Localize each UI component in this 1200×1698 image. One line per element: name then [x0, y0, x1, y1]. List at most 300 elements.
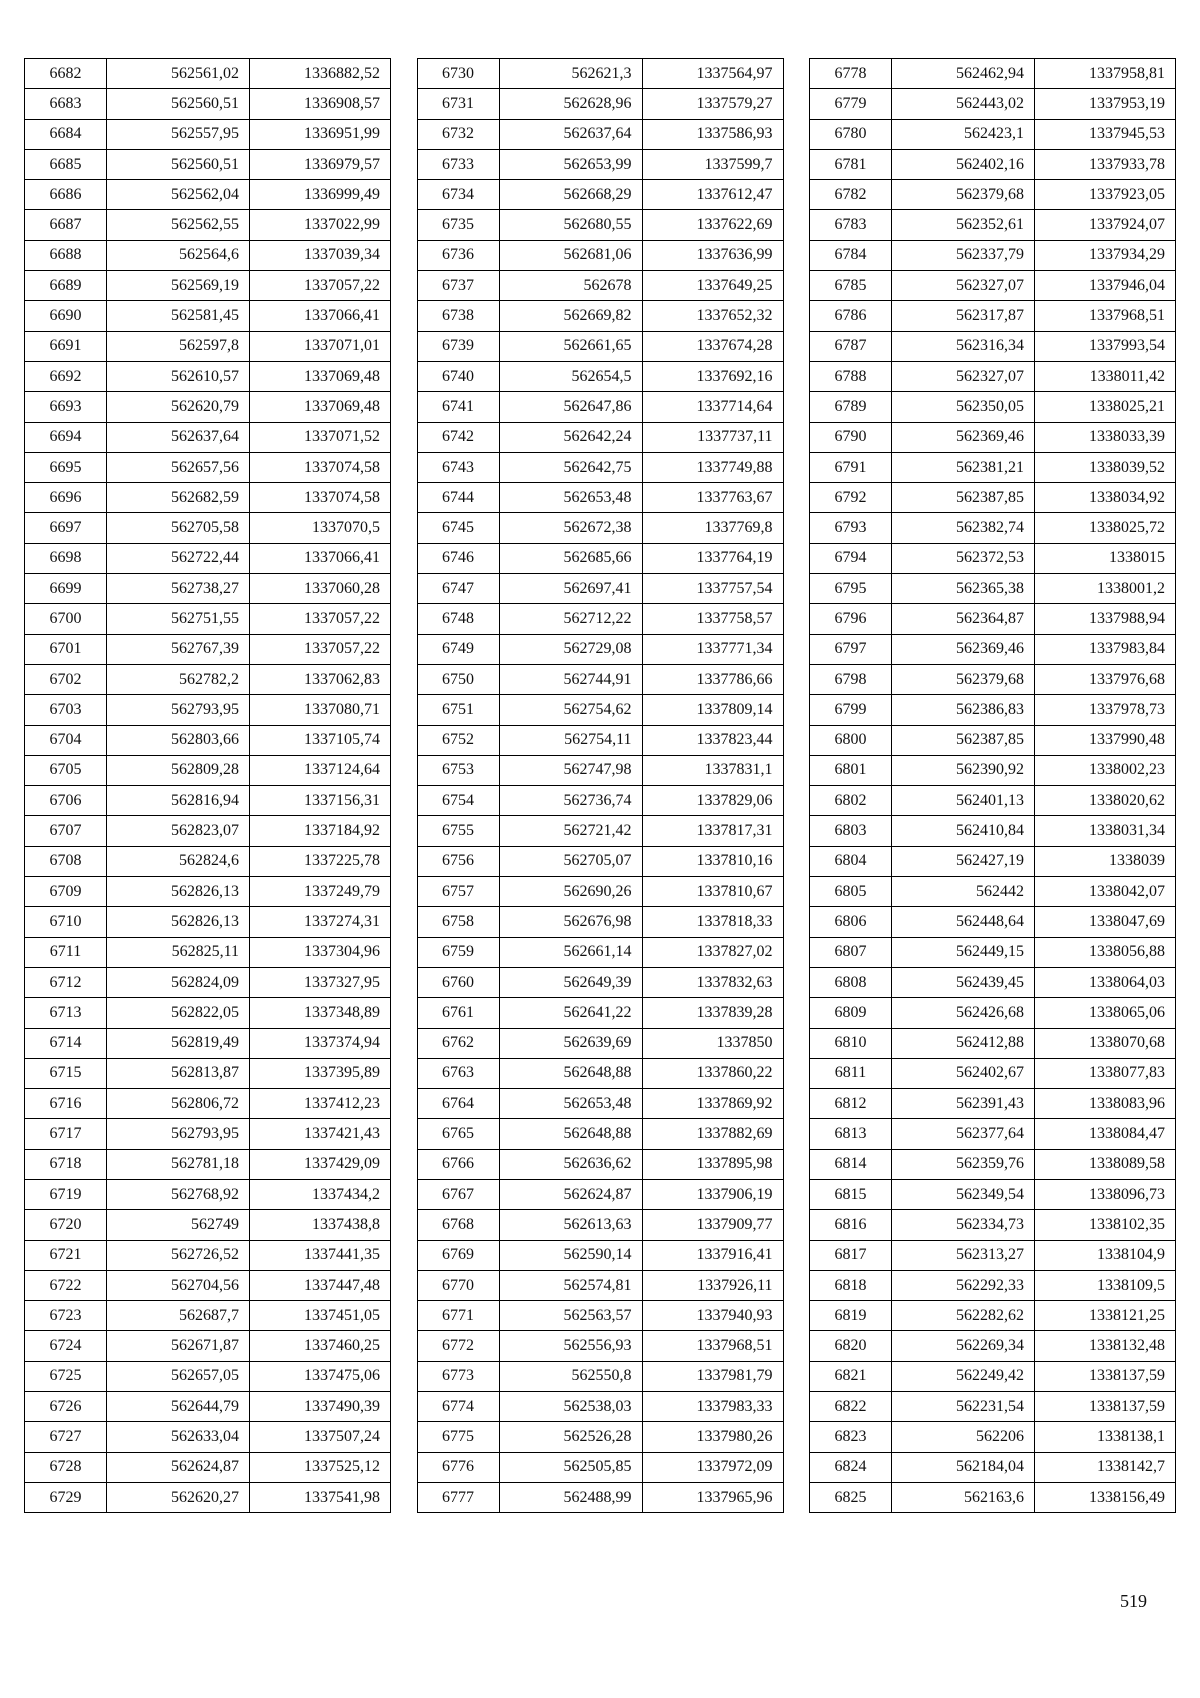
y-coordinate-cell: 1336951,99 — [250, 119, 391, 149]
y-coordinate-cell: 1337839,28 — [642, 998, 783, 1028]
x-coordinate-cell: 562793,95 — [107, 1119, 250, 1149]
x-coordinate-cell: 562816,94 — [107, 786, 250, 816]
y-coordinate-cell: 1338020,62 — [1035, 786, 1176, 816]
table-row — [417, 1089, 783, 1119]
x-coordinate-cell: 562782,2 — [107, 664, 250, 694]
point-number-cell: 6782 — [810, 180, 892, 210]
y-coordinate-cell: 1337978,73 — [1035, 695, 1176, 725]
point-number-cell: 6735 — [417, 210, 499, 240]
x-coordinate-cell: 562803,66 — [107, 725, 250, 755]
y-coordinate-cell: 1337965,96 — [642, 1482, 783, 1512]
point-number-cell: 6785 — [810, 271, 892, 301]
table-row — [25, 1452, 391, 1482]
table-row — [810, 846, 1176, 876]
point-number-cell: 6796 — [810, 604, 892, 634]
y-coordinate-cell: 1337652,32 — [642, 301, 783, 331]
x-coordinate-cell: 562381,21 — [892, 452, 1035, 482]
y-coordinate-cell: 1337692,16 — [642, 361, 783, 391]
y-coordinate-cell: 1338137,59 — [1035, 1392, 1176, 1422]
point-number-cell: 6742 — [417, 422, 499, 452]
y-coordinate-cell: 1337348,89 — [250, 998, 391, 1028]
point-number-cell: 6696 — [25, 483, 107, 513]
x-coordinate-cell: 562369,46 — [892, 634, 1035, 664]
point-number-cell: 6738 — [417, 301, 499, 331]
table-row — [25, 937, 391, 967]
table-row — [417, 89, 783, 119]
x-coordinate-cell: 562387,85 — [892, 725, 1035, 755]
point-number-cell: 6761 — [417, 998, 499, 1028]
point-number-cell: 6822 — [810, 1392, 892, 1422]
x-coordinate-cell: 562462,94 — [892, 59, 1035, 89]
point-number-cell: 6717 — [25, 1119, 107, 1149]
y-coordinate-cell: 1338002,23 — [1035, 755, 1176, 785]
point-number-cell: 6760 — [417, 967, 499, 997]
point-number-cell: 6694 — [25, 422, 107, 452]
x-coordinate-cell: 562249,42 — [892, 1361, 1035, 1391]
table-row — [810, 210, 1176, 240]
table-row — [417, 816, 783, 846]
table-row — [810, 1452, 1176, 1482]
y-coordinate-cell: 1338156,49 — [1035, 1482, 1176, 1512]
x-coordinate-cell: 562313,27 — [892, 1240, 1035, 1270]
y-coordinate-cell: 1337976,68 — [1035, 664, 1176, 694]
table-row — [417, 1240, 783, 1270]
point-number-cell: 6802 — [810, 786, 892, 816]
point-number-cell: 6794 — [810, 543, 892, 573]
x-coordinate-cell: 562561,02 — [107, 59, 250, 89]
y-coordinate-cell: 1337579,27 — [642, 89, 783, 119]
y-coordinate-cell: 1336979,57 — [250, 149, 391, 179]
point-number-cell: 6702 — [25, 664, 107, 694]
y-coordinate-cell: 1337225,78 — [250, 846, 391, 876]
table-row — [417, 695, 783, 725]
point-number-cell: 6709 — [25, 877, 107, 907]
y-coordinate-cell: 1337274,31 — [250, 907, 391, 937]
x-coordinate-cell: 562569,19 — [107, 271, 250, 301]
y-coordinate-cell: 1338132,48 — [1035, 1331, 1176, 1361]
point-number-cell: 6763 — [417, 1058, 499, 1088]
point-number-cell: 6774 — [417, 1392, 499, 1422]
x-coordinate-cell: 562359,76 — [892, 1149, 1035, 1179]
y-coordinate-cell: 1337926,11 — [642, 1270, 783, 1300]
x-coordinate-cell: 562488,99 — [499, 1482, 642, 1512]
point-number-cell: 6765 — [417, 1119, 499, 1149]
point-number-cell: 6805 — [810, 877, 892, 907]
y-coordinate-cell: 1337421,43 — [250, 1119, 391, 1149]
x-coordinate-cell: 562448,64 — [892, 907, 1035, 937]
table-row — [417, 422, 783, 452]
table-row — [25, 210, 391, 240]
point-number-cell: 6816 — [810, 1210, 892, 1240]
point-number-cell: 6712 — [25, 967, 107, 997]
y-coordinate-cell: 1337972,09 — [642, 1452, 783, 1482]
table-row — [25, 271, 391, 301]
y-coordinate-cell: 1337066,41 — [250, 301, 391, 331]
x-coordinate-cell: 562269,34 — [892, 1331, 1035, 1361]
point-number-cell: 6725 — [25, 1361, 107, 1391]
x-coordinate-cell: 562721,42 — [499, 816, 642, 846]
y-coordinate-cell: 1337817,31 — [642, 816, 783, 846]
point-number-cell: 6706 — [25, 786, 107, 816]
point-number-cell: 6684 — [25, 119, 107, 149]
y-coordinate-cell: 1337940,93 — [642, 1301, 783, 1331]
x-coordinate-cell: 562671,87 — [107, 1331, 250, 1361]
point-number-cell: 6819 — [810, 1301, 892, 1331]
x-coordinate-cell: 562560,51 — [107, 149, 250, 179]
x-coordinate-cell: 562426,68 — [892, 998, 1035, 1028]
x-coordinate-cell: 562813,87 — [107, 1058, 250, 1088]
y-coordinate-cell: 1337945,53 — [1035, 119, 1176, 149]
table-row — [25, 1179, 391, 1209]
x-coordinate-cell: 562597,8 — [107, 331, 250, 361]
y-coordinate-cell: 1337105,74 — [250, 725, 391, 755]
table-row — [417, 634, 783, 664]
table-row — [417, 513, 783, 543]
point-number-cell: 6823 — [810, 1422, 892, 1452]
y-coordinate-cell: 1338025,72 — [1035, 513, 1176, 543]
y-coordinate-cell: 1337636,99 — [642, 240, 783, 270]
y-coordinate-cell: 1337622,69 — [642, 210, 783, 240]
table-row — [25, 1149, 391, 1179]
y-coordinate-cell: 1337156,31 — [250, 786, 391, 816]
x-coordinate-cell: 562641,22 — [499, 998, 642, 1028]
table-row — [25, 1392, 391, 1422]
point-number-cell: 6737 — [417, 271, 499, 301]
x-coordinate-cell: 562317,87 — [892, 301, 1035, 331]
table-row — [810, 1422, 1176, 1452]
table-row — [417, 543, 783, 573]
table-row — [810, 1119, 1176, 1149]
x-coordinate-cell: 562449,15 — [892, 937, 1035, 967]
point-number-cell: 6752 — [417, 725, 499, 755]
table-row — [810, 1482, 1176, 1512]
point-number-cell: 6786 — [810, 301, 892, 331]
x-coordinate-cell: 562282,62 — [892, 1301, 1035, 1331]
table-row — [810, 967, 1176, 997]
point-number-cell: 6759 — [417, 937, 499, 967]
x-coordinate-cell: 562628,96 — [499, 89, 642, 119]
table-row — [417, 119, 783, 149]
point-number-cell: 6731 — [417, 89, 499, 119]
x-coordinate-cell: 562744,91 — [499, 664, 642, 694]
y-coordinate-cell: 1338011,42 — [1035, 361, 1176, 391]
point-number-cell: 6748 — [417, 604, 499, 634]
x-coordinate-cell: 562620,27 — [107, 1482, 250, 1512]
y-coordinate-cell: 1337438,8 — [250, 1210, 391, 1240]
x-coordinate-cell: 562637,64 — [499, 119, 642, 149]
point-number-cell: 6764 — [417, 1089, 499, 1119]
x-coordinate-cell: 562738,27 — [107, 574, 250, 604]
point-number-cell: 6788 — [810, 361, 892, 391]
y-coordinate-cell: 1338070,68 — [1035, 1028, 1176, 1058]
table-row — [417, 574, 783, 604]
table-row — [25, 240, 391, 270]
point-number-cell: 6801 — [810, 755, 892, 785]
x-coordinate-cell: 562809,28 — [107, 755, 250, 785]
point-number-cell: 6715 — [25, 1058, 107, 1088]
point-number-cell: 6768 — [417, 1210, 499, 1240]
point-number-cell: 6697 — [25, 513, 107, 543]
x-coordinate-cell: 562824,09 — [107, 967, 250, 997]
x-coordinate-cell: 562767,39 — [107, 634, 250, 664]
y-coordinate-cell: 1337022,99 — [250, 210, 391, 240]
point-number-cell: 6798 — [810, 664, 892, 694]
point-number-cell: 6688 — [25, 240, 107, 270]
x-coordinate-cell: 562824,6 — [107, 846, 250, 876]
table-row — [810, 271, 1176, 301]
table-row — [810, 59, 1176, 89]
y-coordinate-cell: 1337924,07 — [1035, 210, 1176, 240]
y-coordinate-cell: 1337649,25 — [642, 271, 783, 301]
y-coordinate-cell: 1338033,39 — [1035, 422, 1176, 452]
y-coordinate-cell: 1337827,02 — [642, 937, 783, 967]
x-coordinate-cell: 562680,55 — [499, 210, 642, 240]
y-coordinate-cell: 1337818,33 — [642, 907, 783, 937]
point-number-cell: 6705 — [25, 755, 107, 785]
table-row — [417, 392, 783, 422]
x-coordinate-cell: 562685,66 — [499, 543, 642, 573]
point-number-cell: 6721 — [25, 1240, 107, 1270]
y-coordinate-cell: 1337071,52 — [250, 422, 391, 452]
point-number-cell: 6809 — [810, 998, 892, 1028]
point-number-cell: 6815 — [810, 1179, 892, 1209]
point-number-cell: 6720 — [25, 1210, 107, 1240]
y-coordinate-cell: 1338121,25 — [1035, 1301, 1176, 1331]
x-coordinate-cell: 562678 — [499, 271, 642, 301]
y-coordinate-cell: 1337990,48 — [1035, 725, 1176, 755]
y-coordinate-cell: 1338083,96 — [1035, 1089, 1176, 1119]
point-number-cell: 6729 — [25, 1482, 107, 1512]
table-row — [810, 240, 1176, 270]
y-coordinate-cell: 1337490,39 — [250, 1392, 391, 1422]
y-coordinate-cell: 1337968,51 — [642, 1331, 783, 1361]
y-coordinate-cell: 1338039,52 — [1035, 452, 1176, 482]
y-coordinate-cell: 1336908,57 — [250, 89, 391, 119]
point-number-cell: 6783 — [810, 210, 892, 240]
table-row — [810, 695, 1176, 725]
x-coordinate-cell: 562624,87 — [107, 1452, 250, 1482]
point-number-cell: 6719 — [25, 1179, 107, 1209]
y-coordinate-cell: 1337612,47 — [642, 180, 783, 210]
y-coordinate-cell: 1338142,7 — [1035, 1452, 1176, 1482]
table-row — [25, 331, 391, 361]
y-coordinate-cell: 1337958,81 — [1035, 59, 1176, 89]
y-coordinate-cell: 1337983,84 — [1035, 634, 1176, 664]
y-coordinate-cell: 1338025,21 — [1035, 392, 1176, 422]
table-row — [810, 119, 1176, 149]
point-number-cell: 6692 — [25, 361, 107, 391]
x-coordinate-cell: 562562,04 — [107, 180, 250, 210]
y-coordinate-cell: 1338056,88 — [1035, 937, 1176, 967]
point-number-cell: 6797 — [810, 634, 892, 664]
point-number-cell: 6795 — [810, 574, 892, 604]
table-row — [417, 149, 783, 179]
table-row — [810, 301, 1176, 331]
point-number-cell: 6825 — [810, 1482, 892, 1512]
x-coordinate-cell: 562556,93 — [499, 1331, 642, 1361]
table-row — [25, 1270, 391, 1300]
table-row — [810, 998, 1176, 1028]
y-coordinate-cell: 1337829,06 — [642, 786, 783, 816]
point-number-cell: 6790 — [810, 422, 892, 452]
x-coordinate-cell: 562681,06 — [499, 240, 642, 270]
y-coordinate-cell: 1337916,41 — [642, 1240, 783, 1270]
x-coordinate-cell: 562653,48 — [499, 1089, 642, 1119]
y-coordinate-cell: 1337763,67 — [642, 483, 783, 513]
table-row — [810, 877, 1176, 907]
x-coordinate-cell: 562620,79 — [107, 392, 250, 422]
x-coordinate-cell: 562754,62 — [499, 695, 642, 725]
table-row — [25, 149, 391, 179]
x-coordinate-cell: 562349,54 — [892, 1179, 1035, 1209]
table-row — [810, 1270, 1176, 1300]
y-coordinate-cell: 1337057,22 — [250, 604, 391, 634]
point-number-cell: 6707 — [25, 816, 107, 846]
point-number-cell: 6803 — [810, 816, 892, 846]
table-row — [810, 1089, 1176, 1119]
y-coordinate-cell: 1338089,58 — [1035, 1149, 1176, 1179]
point-number-cell: 6691 — [25, 331, 107, 361]
y-coordinate-cell: 1337507,24 — [250, 1422, 391, 1452]
x-coordinate-cell: 562747,98 — [499, 755, 642, 785]
x-coordinate-cell: 562705,58 — [107, 513, 250, 543]
x-coordinate-cell: 562427,19 — [892, 846, 1035, 876]
table-row — [417, 907, 783, 937]
y-coordinate-cell: 1338034,92 — [1035, 483, 1176, 513]
x-coordinate-cell: 562672,38 — [499, 513, 642, 543]
point-number-cell: 6808 — [810, 967, 892, 997]
table-row — [417, 301, 783, 331]
y-coordinate-cell: 1338096,73 — [1035, 1179, 1176, 1209]
table-row — [417, 1361, 783, 1391]
y-coordinate-cell: 1337395,89 — [250, 1058, 391, 1088]
x-coordinate-cell: 562590,14 — [499, 1240, 642, 1270]
x-coordinate-cell: 562372,53 — [892, 543, 1035, 573]
y-coordinate-cell: 1337060,28 — [250, 574, 391, 604]
x-coordinate-cell: 562822,05 — [107, 998, 250, 1028]
y-coordinate-cell: 1337674,28 — [642, 331, 783, 361]
table-row — [25, 755, 391, 785]
x-coordinate-cell: 562184,04 — [892, 1452, 1035, 1482]
table-row — [417, 877, 783, 907]
y-coordinate-cell: 1337946,04 — [1035, 271, 1176, 301]
table-row — [25, 574, 391, 604]
y-coordinate-cell: 1338042,07 — [1035, 877, 1176, 907]
table-row — [25, 119, 391, 149]
x-coordinate-cell: 562657,56 — [107, 452, 250, 482]
y-coordinate-cell: 1337993,54 — [1035, 331, 1176, 361]
y-coordinate-cell: 1338001,2 — [1035, 574, 1176, 604]
table-row — [25, 1089, 391, 1119]
x-coordinate-cell: 562642,24 — [499, 422, 642, 452]
x-coordinate-cell: 562653,99 — [499, 149, 642, 179]
y-coordinate-cell: 1337441,35 — [250, 1240, 391, 1270]
x-coordinate-cell: 562768,92 — [107, 1179, 250, 1209]
x-coordinate-cell: 562661,14 — [499, 937, 642, 967]
point-number-cell: 6749 — [417, 634, 499, 664]
y-coordinate-cell: 1337069,48 — [250, 361, 391, 391]
x-coordinate-cell: 562412,88 — [892, 1028, 1035, 1058]
table-row — [417, 1179, 783, 1209]
y-coordinate-cell: 1338109,5 — [1035, 1270, 1176, 1300]
x-coordinate-cell: 562654,5 — [499, 361, 642, 391]
x-coordinate-cell: 562379,68 — [892, 664, 1035, 694]
y-coordinate-cell: 1337057,22 — [250, 634, 391, 664]
table-row — [810, 664, 1176, 694]
point-number-cell: 6700 — [25, 604, 107, 634]
x-coordinate-cell: 562163,6 — [892, 1482, 1035, 1512]
table-row — [25, 816, 391, 846]
point-number-cell: 6724 — [25, 1331, 107, 1361]
table-row — [417, 271, 783, 301]
table-row — [810, 1301, 1176, 1331]
x-coordinate-cell: 562557,95 — [107, 119, 250, 149]
table-row — [417, 1331, 783, 1361]
x-coordinate-cell: 562364,87 — [892, 604, 1035, 634]
point-number-cell: 6789 — [810, 392, 892, 422]
y-coordinate-cell: 1337412,23 — [250, 1089, 391, 1119]
point-number-cell: 6791 — [810, 452, 892, 482]
table-row — [417, 1392, 783, 1422]
table-row — [417, 967, 783, 997]
table-row — [810, 543, 1176, 573]
x-coordinate-cell: 562793,95 — [107, 695, 250, 725]
y-coordinate-cell: 1337599,7 — [642, 149, 783, 179]
x-coordinate-cell: 562705,07 — [499, 846, 642, 876]
table-row — [810, 1179, 1176, 1209]
table-row — [417, 725, 783, 755]
table-row — [25, 1028, 391, 1058]
x-coordinate-cell: 562657,05 — [107, 1361, 250, 1391]
x-coordinate-cell: 562377,64 — [892, 1119, 1035, 1149]
point-number-cell: 6800 — [810, 725, 892, 755]
point-number-cell: 6726 — [25, 1392, 107, 1422]
x-coordinate-cell: 562754,11 — [499, 725, 642, 755]
table-row — [810, 89, 1176, 119]
x-coordinate-cell: 562697,41 — [499, 574, 642, 604]
y-coordinate-cell: 1337860,22 — [642, 1058, 783, 1088]
table-row — [810, 634, 1176, 664]
table-row — [25, 1301, 391, 1331]
table-row — [25, 89, 391, 119]
y-coordinate-cell: 1337933,78 — [1035, 149, 1176, 179]
x-coordinate-cell: 562633,04 — [107, 1422, 250, 1452]
coordinate-table-3 — [809, 58, 1176, 1513]
y-coordinate-cell: 1336882,52 — [250, 59, 391, 89]
point-number-cell: 6736 — [417, 240, 499, 270]
point-number-cell: 6751 — [417, 695, 499, 725]
table-row — [417, 786, 783, 816]
x-coordinate-cell: 562806,72 — [107, 1089, 250, 1119]
y-coordinate-cell: 1337934,29 — [1035, 240, 1176, 270]
x-coordinate-cell: 562350,05 — [892, 392, 1035, 422]
coordinate-table-1 — [24, 58, 391, 1513]
table-row — [810, 1210, 1176, 1240]
point-number-cell: 6755 — [417, 816, 499, 846]
page-number: 519 — [1120, 1591, 1147, 1611]
table-row — [810, 452, 1176, 482]
table-row — [417, 1058, 783, 1088]
table-row — [810, 1392, 1176, 1422]
point-number-cell: 6746 — [417, 543, 499, 573]
x-coordinate-cell: 562439,45 — [892, 967, 1035, 997]
table-row — [810, 1361, 1176, 1391]
coordinate-tables — [24, 58, 1176, 1513]
point-number-cell: 6781 — [810, 149, 892, 179]
point-number-cell: 6753 — [417, 755, 499, 785]
x-coordinate-cell: 562327,07 — [892, 271, 1035, 301]
y-coordinate-cell: 1337714,64 — [642, 392, 783, 422]
